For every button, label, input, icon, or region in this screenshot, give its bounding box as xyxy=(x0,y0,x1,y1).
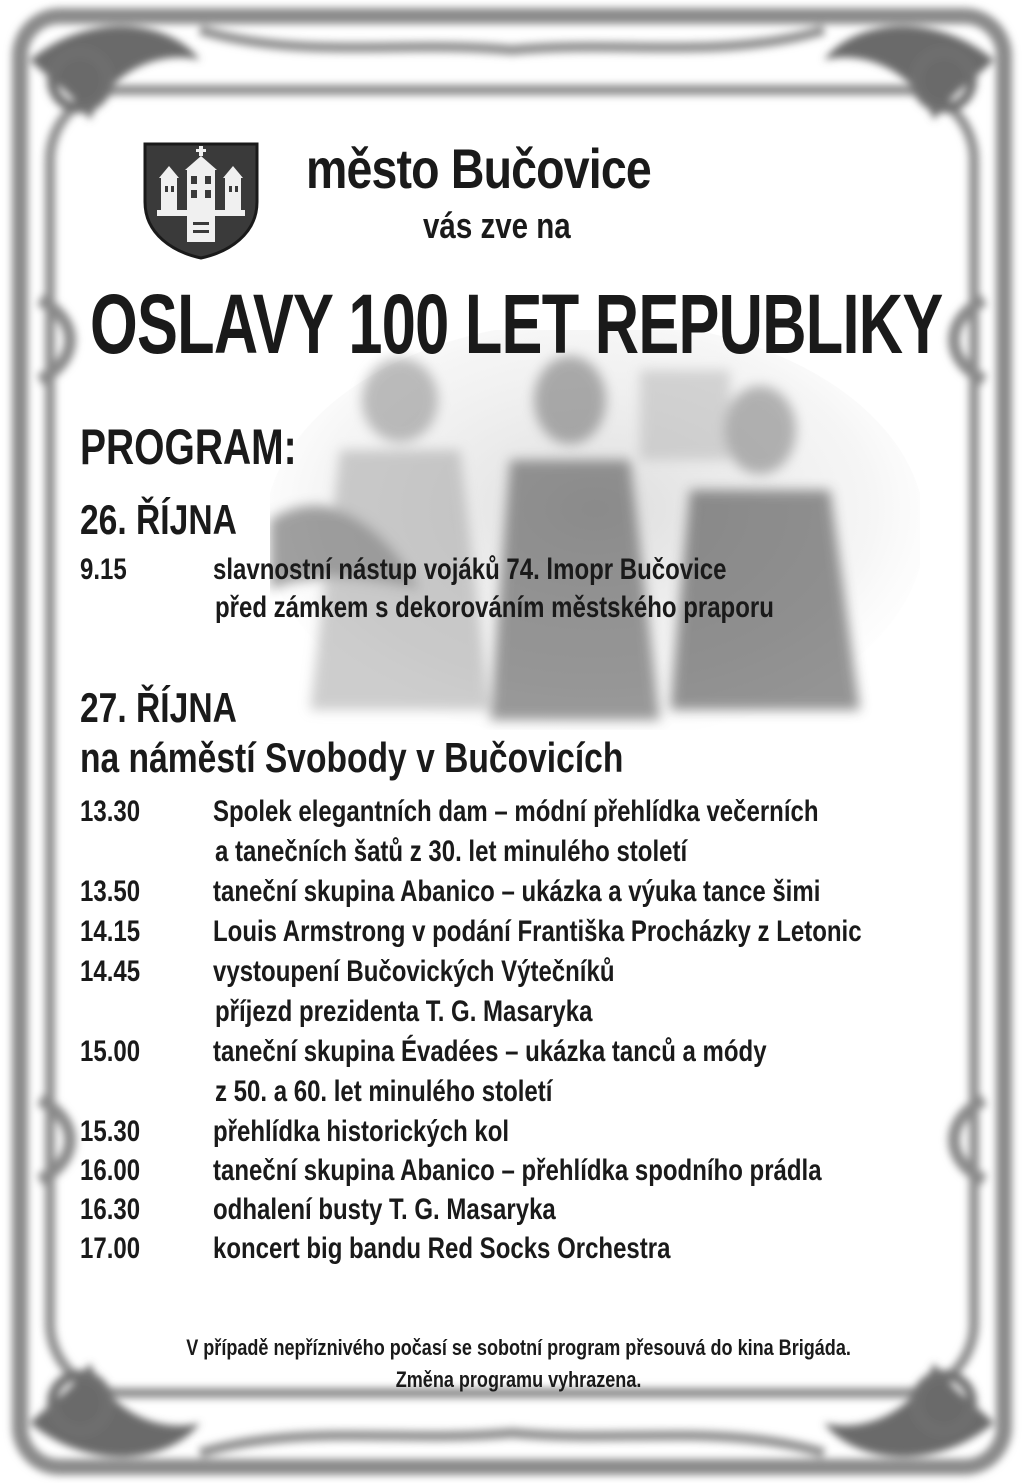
dancers-photo xyxy=(270,330,920,730)
schedule-item xyxy=(0,875,1024,913)
item-desc: taneční skupina Évadées – ukázka tanců a módy xyxy=(213,1035,767,1068)
day-2-date: 27. ŘÍJNA xyxy=(80,684,237,731)
schedule-item-cont xyxy=(0,1075,1024,1113)
item-time: 13.30 xyxy=(80,795,141,828)
schedule-item-cont xyxy=(0,591,1024,629)
item-desc: Louis Armstrong v podání Františka Procházky z Letonic xyxy=(213,915,862,948)
headline: OSLAVY 100 LET REPUBLIKY xyxy=(90,277,943,371)
item-time: 17.00 xyxy=(80,1232,141,1265)
schedule-item xyxy=(0,553,1024,591)
city-name: město Bučovice xyxy=(306,137,651,200)
schedule-item-cont xyxy=(0,995,1024,1033)
item-desc: z 50. a 60. let minulého století xyxy=(215,1075,553,1108)
item-desc: Spolek elegantních dam – módní přehlídka večerních xyxy=(213,795,819,828)
item-time: 15.30 xyxy=(80,1115,141,1148)
item-desc: odhalení busty T. G. Masaryka xyxy=(213,1193,556,1226)
weather-note: V případě nepříznivého počasí se sobotní program přesouvá do kina Brigáda. xyxy=(186,1335,851,1360)
item-desc: a tanečních šatů z 30. let minulého století xyxy=(215,835,688,868)
item-time: 16.30 xyxy=(80,1193,141,1226)
item-desc: taneční skupina Abanico – přehlídka spodního prádla xyxy=(213,1154,822,1187)
item-time: 9.15 xyxy=(80,553,127,586)
item-desc: příjezd prezidenta T. G. Masaryka xyxy=(215,995,593,1028)
item-time: 13.50 xyxy=(80,875,141,908)
schedule-item xyxy=(0,1232,1024,1270)
change-note: Změna programu vyhrazena. xyxy=(395,1367,642,1392)
schedule-item-cont xyxy=(0,835,1024,873)
item-desc: vystoupení Bučovických Výtečníků xyxy=(213,955,615,988)
city-coat-of-arms-icon xyxy=(143,142,259,260)
day-2-venue: na náměstí Svobody v Bučovicích xyxy=(80,734,624,781)
item-time: 15.00 xyxy=(80,1035,141,1068)
schedule-item xyxy=(0,915,1024,953)
program-heading: PROGRAM: xyxy=(80,419,297,475)
schedule-item xyxy=(0,795,1024,833)
schedule-item xyxy=(0,1035,1024,1073)
invite-line: vás zve na xyxy=(423,205,571,246)
item-time: 14.15 xyxy=(80,915,141,948)
item-desc: taneční skupina Abanico – ukázka a výuka tance šimi xyxy=(213,875,821,908)
item-desc: slavnostní nástup vojáků 74. lmopr Bučovice xyxy=(213,553,727,586)
item-desc: před zámkem s dekorováním městského praporu xyxy=(215,591,774,624)
day-1-date: 26. ŘÍJNA xyxy=(80,496,237,543)
schedule-item xyxy=(0,1193,1024,1231)
schedule-item xyxy=(0,1115,1024,1153)
schedule-item xyxy=(0,955,1024,993)
item-desc: přehlídka historických kol xyxy=(213,1115,510,1148)
item-desc: koncert big bandu Red Socks Orchestra xyxy=(213,1232,671,1265)
item-time: 14.45 xyxy=(80,955,141,988)
item-time: 16.00 xyxy=(80,1154,141,1187)
schedule-item xyxy=(0,1154,1024,1192)
